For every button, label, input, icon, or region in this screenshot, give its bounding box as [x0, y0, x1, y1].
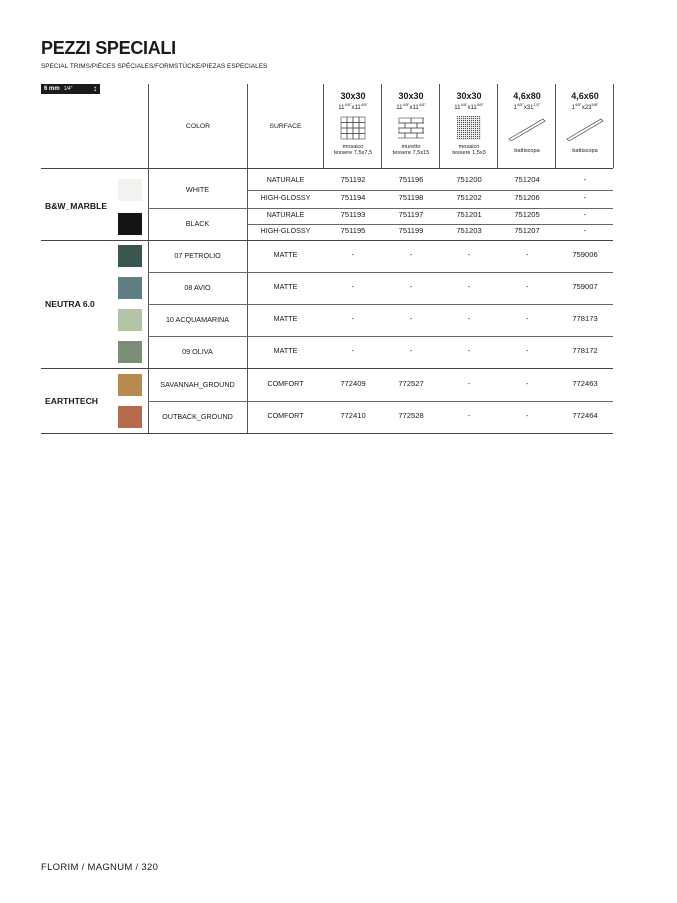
format-desc-detail: tessere 1,5x3: [452, 150, 486, 157]
thickness-badge: [41, 84, 100, 94]
product-code: -: [467, 250, 471, 259]
grid-mosaic-icon: [324, 112, 382, 144]
color-swatch: [118, 406, 142, 428]
format-desc: battiscopa: [514, 148, 540, 154]
inch-a: 11: [396, 105, 403, 111]
product-code: 751196: [398, 175, 424, 184]
product-code: 751202: [456, 193, 482, 202]
format-size: 4,6x60: [571, 91, 599, 101]
product-code: 778172: [572, 346, 598, 355]
surface-name: NATURALE: [266, 210, 305, 219]
row-divider: [41, 368, 613, 369]
color-swatch: [118, 341, 142, 363]
product-code: 772410: [340, 411, 366, 420]
color-name: WHITE: [185, 185, 210, 194]
color-name: 10 ACQUAMARINA: [165, 315, 230, 324]
format-desc-detail: tessere 7,5x15: [392, 150, 430, 157]
skirting-icon: [556, 112, 614, 144]
inch-a: 1: [513, 105, 517, 111]
inch-b-frac: 1/2": [533, 102, 541, 107]
surface-name: NATURALE: [266, 175, 305, 184]
product-code: 751200: [456, 175, 482, 184]
product-code: 751194: [340, 193, 366, 202]
surface-column-header: SURFACE: [269, 123, 302, 130]
product-code: -: [467, 378, 471, 388]
inch-b-frac: 5/8": [591, 102, 599, 107]
inch-b: x11: [409, 105, 419, 111]
product-code: 751199: [398, 226, 424, 235]
row-divider: [247, 224, 613, 225]
format-inch: [324, 101, 382, 112]
row-divider: [148, 304, 613, 305]
format-inch: [440, 101, 498, 112]
thickness-inch: 1/4": [63, 86, 73, 92]
product-code: 772463: [572, 378, 598, 388]
product-code: -: [583, 226, 587, 235]
color-name: BLACK: [185, 219, 210, 228]
row-divider: [148, 336, 613, 337]
inch-a: 11: [454, 105, 461, 111]
format-header: [382, 91, 440, 156]
color-swatch: [118, 374, 142, 396]
inch-a-frac: 4/5": [344, 102, 352, 107]
format-header: [556, 91, 614, 154]
format-desc: mosaico: [342, 144, 364, 150]
product-code: 772409: [340, 378, 366, 388]
page-subtitle: SPECIAL TRIMS/PIÈCES SPÉCIALES/FORMSTÜCKE/PIEZAS ESPECIALES: [41, 63, 268, 70]
inch-a: 11: [338, 105, 345, 111]
page-footer: FLORIM / MAGNUM / 320: [41, 862, 159, 873]
product-code: 751192: [340, 175, 366, 184]
product-code: 772528: [398, 411, 424, 420]
color-name: OUTBACK_GROUND: [162, 412, 233, 421]
product-code: -: [409, 314, 413, 323]
product-code: 751197: [398, 210, 424, 219]
color-swatch: [118, 309, 142, 331]
surface-name: HIGH-GLOSSY: [260, 226, 311, 235]
row-divider: [41, 240, 613, 241]
inch-b-frac: 4/5": [360, 102, 368, 107]
inch-a-frac: 4/5": [460, 102, 468, 107]
format-inch: [382, 101, 440, 112]
color-name: 07 PETROLIO: [174, 251, 221, 260]
family-name: B&W_MARBLE: [45, 201, 108, 211]
product-code: 751207: [514, 226, 540, 235]
product-code: -: [409, 346, 413, 355]
inch-b-frac: 4/5": [476, 102, 484, 107]
color-column-header: COLOR: [185, 123, 211, 130]
inch-b: x11: [467, 105, 477, 111]
format-desc: muretto: [401, 144, 421, 150]
inch-a-frac: 4/5": [574, 102, 582, 107]
product-code: -: [525, 282, 529, 291]
product-code: -: [467, 314, 471, 323]
family-name: NEUTRA 6.0: [45, 299, 95, 309]
format-size: 30x30: [340, 91, 366, 101]
product-code: 778173: [572, 314, 598, 323]
thickness-arrow-icon: ↕: [93, 84, 97, 93]
skirting-icon: [498, 112, 556, 144]
product-code: 751203: [456, 226, 482, 235]
product-code: -: [409, 282, 413, 291]
row-divider: [148, 208, 613, 209]
product-code: 759006: [572, 250, 598, 259]
color-swatch: [118, 277, 142, 299]
product-code: 772527: [398, 378, 424, 388]
format-desc: battiscopa: [572, 148, 598, 154]
product-code: -: [525, 378, 529, 388]
surface-name: COMFORT: [267, 411, 304, 420]
inch-a-frac: 4/5": [516, 102, 524, 107]
product-code: -: [467, 411, 471, 420]
format-header: [324, 91, 382, 156]
format-desc-detail: tessere 7,5x7,5: [333, 150, 373, 157]
product-code: 751198: [398, 193, 424, 202]
product-code: -: [467, 282, 471, 291]
format-header: [440, 91, 498, 156]
format-inch: [498, 101, 556, 112]
color-name: 08 AVIO: [184, 283, 211, 292]
inch-b: x23: [581, 105, 592, 111]
product-code: -: [583, 193, 587, 202]
color-name: SAVANNAH_GROUND: [160, 379, 235, 389]
surface-name: MATTE: [273, 314, 298, 323]
product-code: 772464: [572, 411, 598, 420]
format-size: 30x30: [456, 91, 482, 101]
surface-name: MATTE: [273, 282, 298, 291]
product-code: -: [351, 250, 355, 259]
surface-name: COMFORT: [267, 378, 304, 388]
inch-a: 1: [571, 105, 575, 111]
header-bottom-rule: [41, 168, 613, 169]
row-divider: [41, 433, 613, 434]
product-code: 751204: [514, 175, 540, 184]
color-name: 09 OLIVA: [182, 347, 213, 356]
color-swatch: [118, 213, 142, 235]
format-inch: [556, 101, 614, 112]
row-divider: [148, 272, 613, 273]
surface-name: HIGH-GLOSSY: [260, 193, 311, 202]
inch-a-frac: 4/5": [402, 102, 410, 107]
color-swatch: [118, 179, 142, 201]
format-size: 30x30: [398, 91, 424, 101]
product-code: -: [525, 411, 529, 420]
product-code: 751193: [340, 210, 366, 219]
product-code: -: [583, 175, 587, 184]
product-code: -: [351, 282, 355, 291]
color-swatch: [118, 245, 142, 267]
fine-mosaic-icon: [440, 112, 498, 144]
inch-b-frac: 4/5": [418, 102, 426, 107]
product-code: 751206: [514, 193, 540, 202]
product-code: -: [583, 210, 587, 219]
product-code: 751195: [340, 226, 366, 235]
product-code: -: [525, 314, 529, 323]
product-code: 751205: [514, 210, 540, 219]
format-desc: mosaico: [458, 144, 480, 150]
surface-name: MATTE: [273, 346, 298, 355]
product-code: 759007: [572, 282, 598, 291]
row-divider: [148, 401, 613, 402]
row-divider: [247, 190, 613, 191]
inch-b: x11: [351, 105, 361, 111]
surface-name: MATTE: [273, 250, 298, 259]
product-code: -: [525, 346, 529, 355]
format-size: 4,6x80: [513, 91, 541, 101]
product-code: -: [467, 346, 471, 355]
product-code: -: [409, 250, 413, 259]
product-code: -: [351, 314, 355, 323]
format-header: [498, 91, 556, 154]
family-name: EARTHTECH: [45, 395, 98, 406]
inch-b: x31: [523, 105, 534, 111]
product-code: -: [351, 346, 355, 355]
thickness-mm: 6 mm: [44, 86, 60, 92]
page-title: PEZZI SPECIALI: [41, 38, 176, 58]
product-code: 751201: [456, 210, 482, 219]
brick-wall-icon: [382, 112, 440, 144]
product-code: -: [525, 250, 529, 259]
